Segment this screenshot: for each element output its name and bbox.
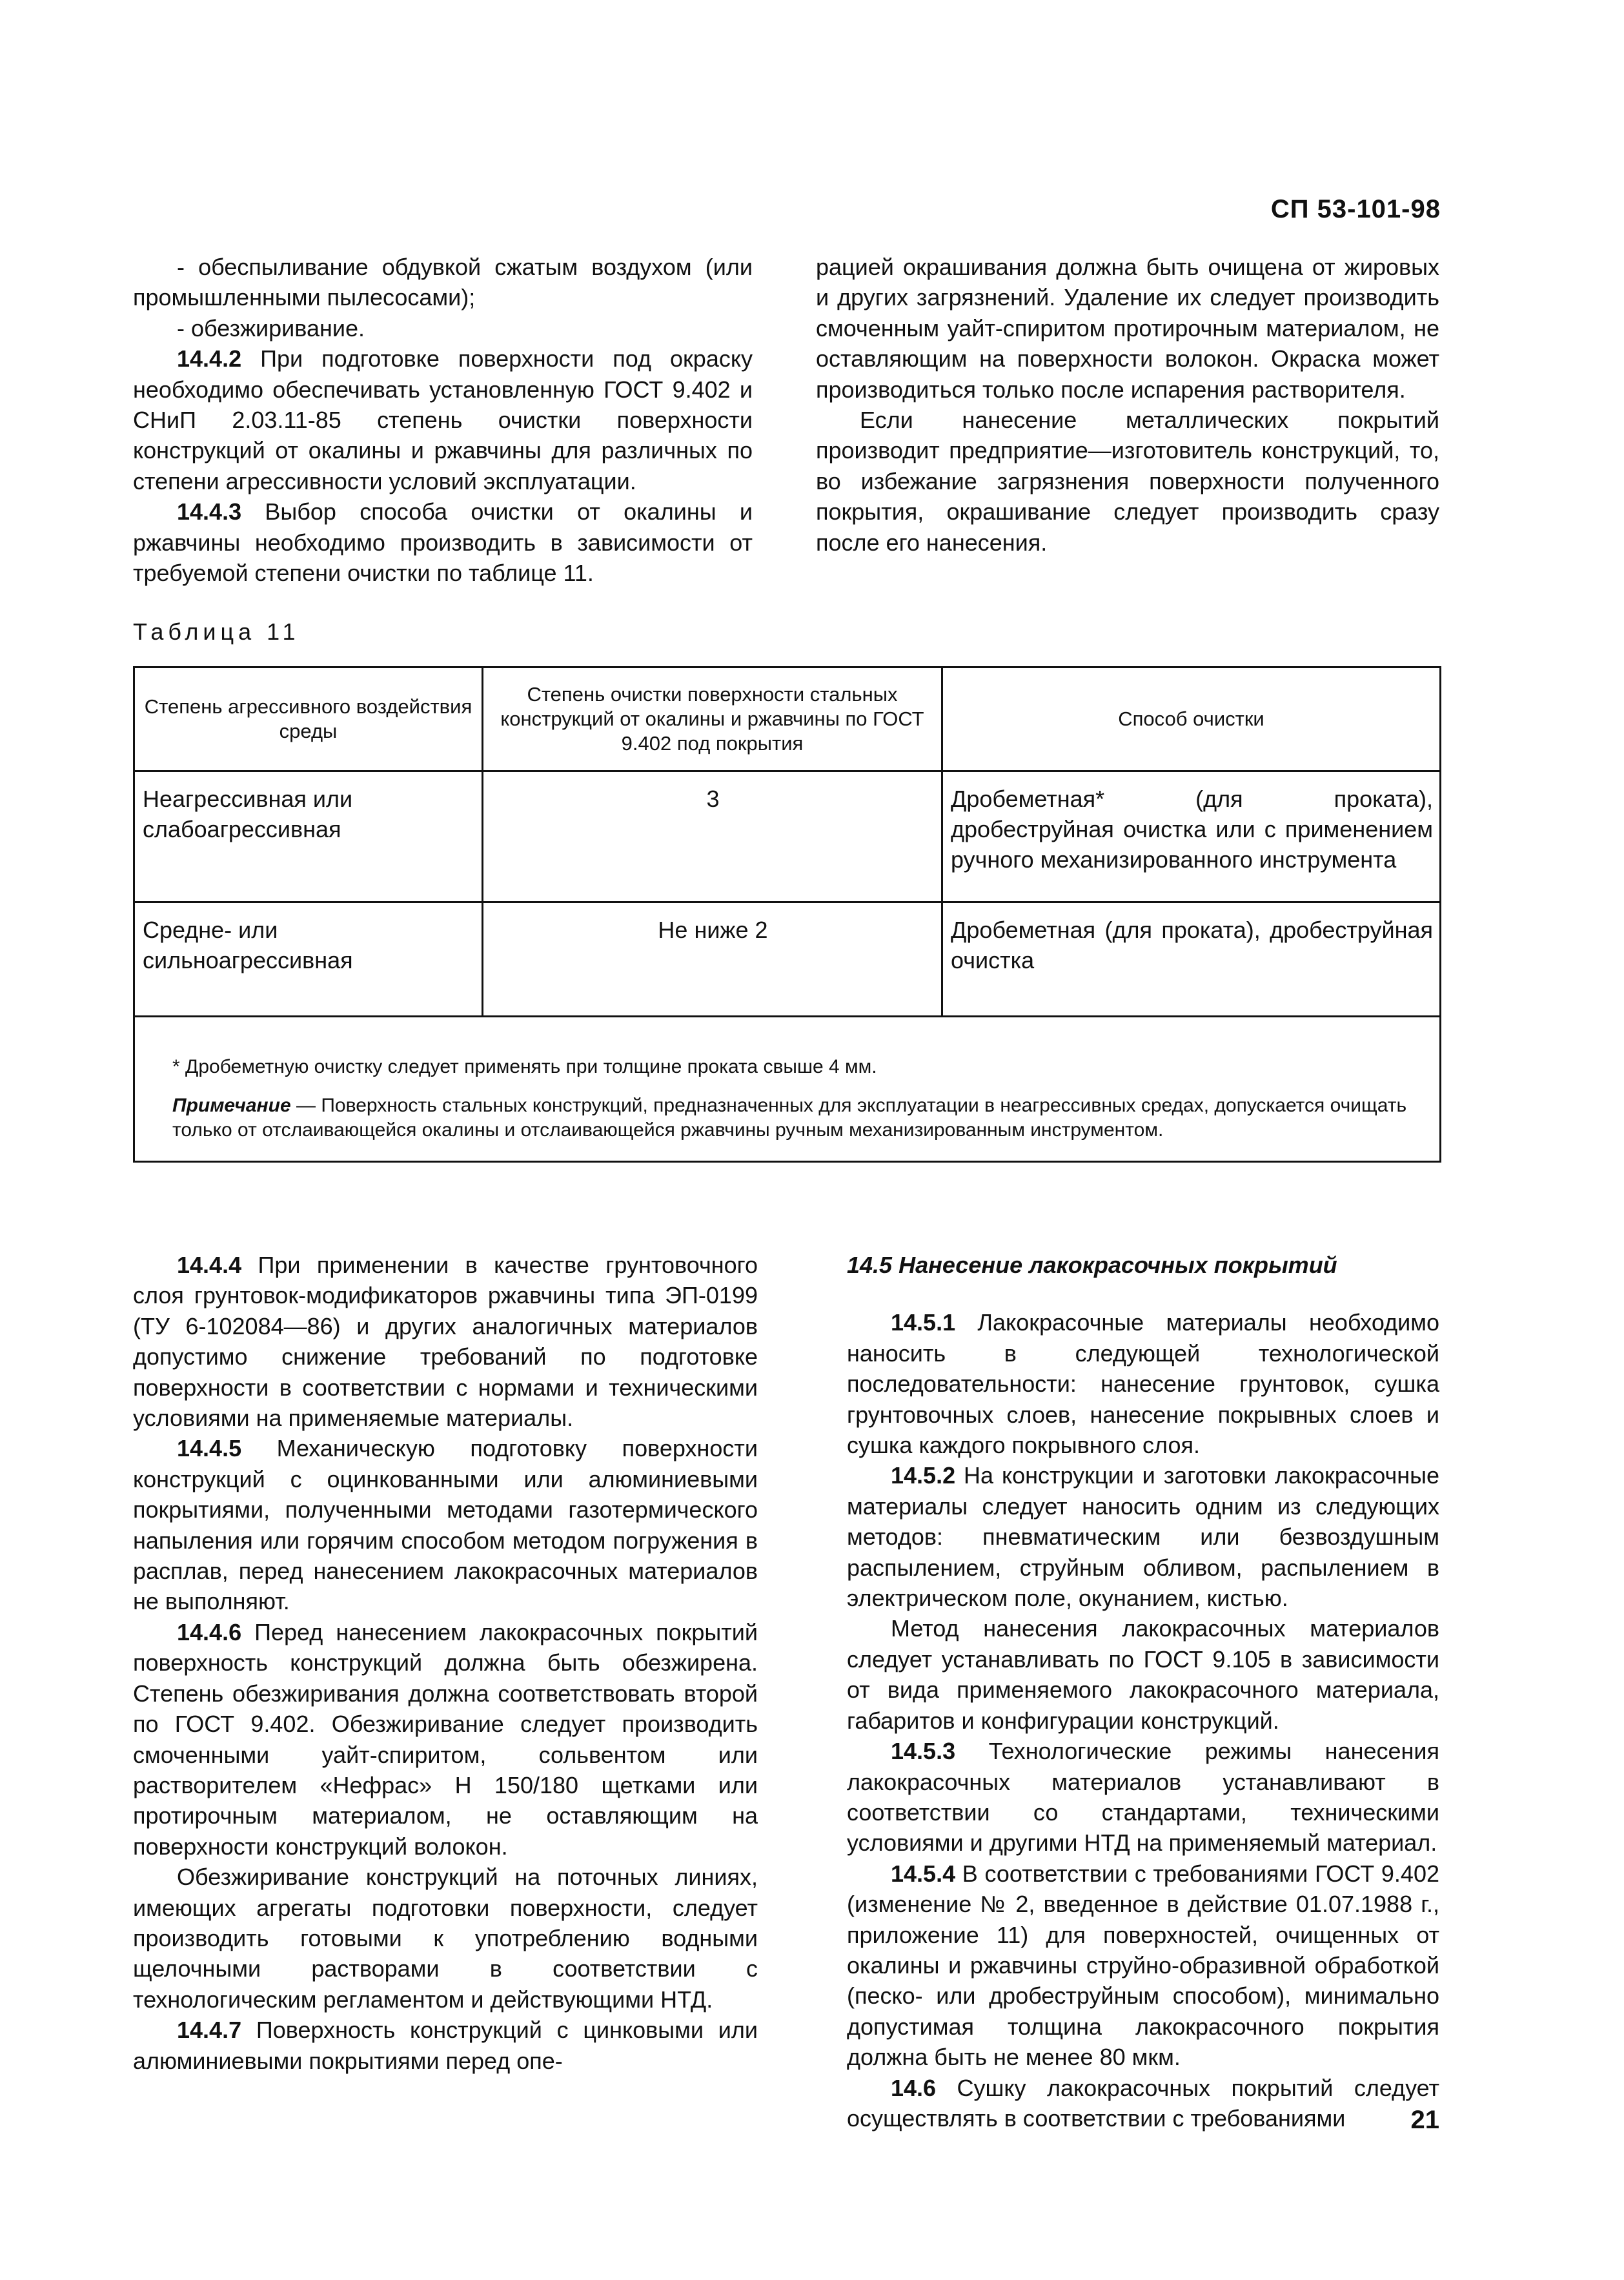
paragraph: рацией окрашивания должна быть очищена от жировых и других загрязнений. Удаление их следует производить смоченным уайт-спиритом протирочным материалом, не оставляющим на поверхности волокон. Окраска может производиться только после испарения растворителя. xyxy=(816,254,1439,403)
clause-text: Механическую подготовку поверхности конструкций с оцинкованными или алюминиевыми покрытиями, полученными методами газотермического напыления или горячим способом методом погружения в расплав, перед нанесением лакокрасочных материалов не выполняют. xyxy=(133,1435,758,1615)
clause-number: 14.6 xyxy=(891,2074,937,2101)
clause-number: 14.4.4 xyxy=(177,1252,242,1278)
clause-14-5-4 xyxy=(847,1858,1439,2073)
note-label: Примечание xyxy=(172,1095,291,1116)
table-cell: Не ниже 2 xyxy=(483,902,942,1017)
clause-number: 14.5.4 xyxy=(891,1860,956,1887)
clause-14-4-5 xyxy=(133,1433,758,1616)
clause-text: На конструкции и заготовки лакокрасочные материалы следует наносить одним из следующих методов: пневматическим или безвоздушным распылением, струйным обливом, распылением в электрическом поле, окунанием, кистью. xyxy=(847,1462,1439,1612)
clause-14-6 xyxy=(847,2073,1439,2134)
section-heading: 14.5 Нанесение лакокрасочных покрытий xyxy=(847,1252,1337,1278)
clause-text: Лакокрасочные материалы необходимо наносить в следующей технологической последовательности: нанесение грунтовок, сушка грунтовочных слоев, нанесение покрывных слоев и сушка каждого покрывного слоя. xyxy=(847,1309,1439,1459)
clause-number: 14.4.6 xyxy=(177,1618,242,1645)
clause-14-4-3 xyxy=(133,496,753,588)
clause-number: 14.5.3 xyxy=(891,1738,956,1765)
clause-text: В соответствии с требованиями ГОСТ 9.402 (изменение № 2, введенное в действие 01.07.1988 г., приложение 11) для поверхностей, очищенных от окалины и ржавчины струйно-образивной обработкой (песко- или дробеструйным способом), минимально допустимая толщина лакокрасочного покрытия должна быть не менее 80 мкм. xyxy=(847,1860,1439,2071)
column-header: Степень очистки поверхности стальных конструкций от окалины и ржавчины по ГОСТ 9.402 под покрытия xyxy=(483,667,942,771)
clause-text: При подготовке поверхности под окраску необходимо обеспечивать установленную ГОСТ 9.402 и СНиП 2.03.11-85 степень очистки поверхности конструкций от окалины и ржавчины для различных по степени агрессивности условий эксплуатации. xyxy=(133,345,753,494)
top-left-column xyxy=(133,252,753,588)
paragraph: Метод нанесения лакокрасочных материалов следует устанавливать по ГОСТ 9.105 в зависимости от вида применяемого лакокрасочного материала, габаритов и конфигурации конструкций. xyxy=(847,1615,1439,1734)
clause-14-4-2 xyxy=(133,343,753,496)
clause-number: 14.4.2 xyxy=(177,345,242,372)
clause-14-5-1 xyxy=(847,1307,1439,1460)
clause-14-5-3 xyxy=(847,1736,1439,1858)
clause-text: Перед нанесением лакокрасочных покрытий поверхность конструкций должна быть обезжирена. Степень обезжиривания должна соответствовать второй по ГОСТ 9.402. Обезжиривание следует производить смоченными уайт-спиритом, сольвентом или растворителем «Нефрас» Н 150/180 щетками или протирочным материалом, не оставляющим на поверхности конструкций волокон. xyxy=(133,1618,758,1860)
paragraph: Если нанесение металлических покрытий производит предприятие—изготовитель конструкций, то, во избежание загрязнения поверхности полученного покрытия, окрашивание следует производить сразу после его нанесения. xyxy=(816,407,1439,556)
bottom-left-column xyxy=(133,1250,758,2076)
table-notes xyxy=(134,1017,1441,1162)
clause-14-4-7 xyxy=(133,2015,758,2076)
list-item: - обезжиривание. xyxy=(177,314,365,341)
table-cell: Дробеметная (для проката), дробеструйная очистка xyxy=(942,902,1441,1017)
column-header: Способ очистки xyxy=(942,667,1441,771)
table-note xyxy=(172,1094,1430,1143)
page-number: 21 xyxy=(1410,2106,1439,2134)
list-item: - обеспыливание обдувкой сжатым воздухом (или промышленными пылесосами); xyxy=(133,254,753,311)
clause-text: Поверхность конструкций с цинковыми или алюминиевыми покрытиями перед опе- xyxy=(133,2017,758,2074)
paragraph: Обезжиривание конструкций на поточных линиях, имеющих агрегаты подготовки поверхности, следует производить готовыми к употреблению водными щелочными растворами в соответствии с технологическим регламентом и действующими НТД. xyxy=(133,1864,758,2013)
clause-text: Выбор способа очистки от окалины и ржавчины необходимо производить в зависимости от требуемой степени очистки по таблице 11. xyxy=(133,498,753,587)
table-cell: Дробеметная* (для проката), дробеструйная очистка или с применением ручного механизированного инструмента xyxy=(942,771,1441,902)
document-code: СП 53-101-98 xyxy=(1270,195,1441,223)
clause-14-4-6 xyxy=(133,1617,758,1862)
table-cell: Средне- или сильноагрессивная xyxy=(134,902,483,1017)
table-header-row xyxy=(134,667,1441,771)
clause-number: 14.4.3 xyxy=(177,498,242,525)
bottom-right-column xyxy=(847,1250,1439,2133)
clause-number: 14.5.2 xyxy=(891,1462,956,1489)
clause-text: Технологические режимы нанесения лакокрасочных материалов устанавливают в соответствии со стандартами, техническими условиями и другими НТД на применяемый материал. xyxy=(847,1738,1439,1857)
table-notes-row xyxy=(134,1017,1441,1162)
table-cell: 3 xyxy=(483,771,942,902)
cleaning-table xyxy=(133,666,1441,1163)
clause-14-5-2 xyxy=(847,1460,1439,1613)
top-right-column xyxy=(816,252,1439,558)
clause-text: При применении в качестве грунтовочного слоя грунтовок-модификаторов ржавчины типа ЭП-0199 (ТУ 6-102084—86) и других аналогичных материалов допустимо снижение требований по подготовке поверхности в соответствии с нормами и техническими условиями на применяемые материалы. xyxy=(133,1252,758,1432)
clause-number: 14.5.1 xyxy=(891,1309,956,1336)
note-text: — Поверхность стальных конструкций, предназначенных для эксплуатации в неагрессивных средах, допускается очищать только от отслаивающейся окалины и отслаивающейся ржавчины ручным механизированным инструментом. xyxy=(172,1095,1407,1141)
table-row xyxy=(134,902,1441,1017)
clause-text: Сушку лакокрасочных покрытий следует осуществлять в соответствии с требованиями xyxy=(847,2074,1439,2132)
table-cell: Неагрессивная или слабоагрессивная xyxy=(134,771,483,902)
table-footnote: * Дробеметную очистку следует применять при толщине проката свыше 4 мм. xyxy=(172,1056,877,1077)
table-caption: Таблица 11 xyxy=(133,618,300,645)
clause-number: 14.4.7 xyxy=(177,2017,242,2044)
clause-14-4-4 xyxy=(133,1250,758,1433)
clause-number: 14.4.5 xyxy=(177,1435,242,1462)
table-row xyxy=(134,771,1441,902)
column-header: Степень агрессивного воздействия среды xyxy=(134,667,483,771)
